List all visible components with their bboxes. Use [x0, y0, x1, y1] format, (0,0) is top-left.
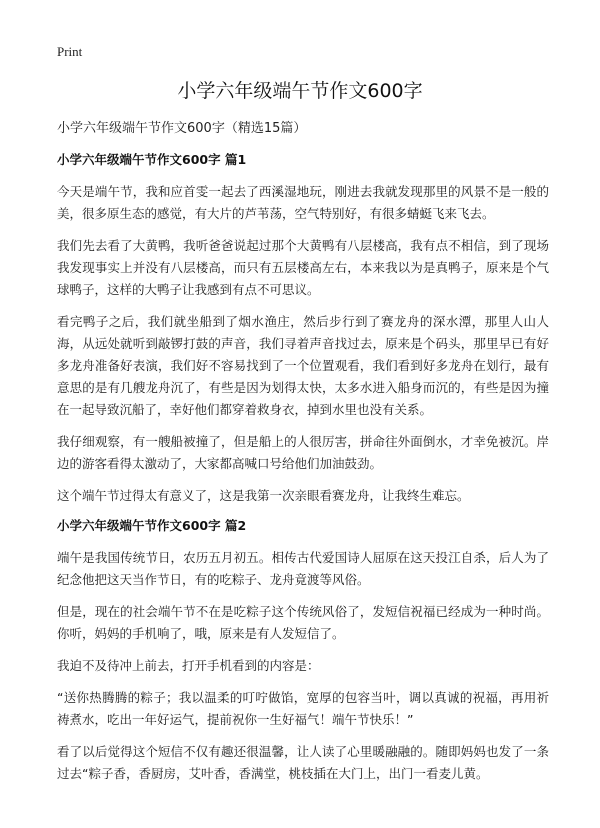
section-1	[57, 151, 549, 507]
paragraph: 我迫不及待冲上前去，打开手机看到的内容是：	[57, 658, 320, 673]
section-heading: 小学六年级端午节作文600字 篇2	[57, 518, 247, 533]
document-title: 小学六年级端午节作文600字	[177, 80, 423, 102]
paragraph: 但是，现在的社会端午节不在是吃粽子这个传统风俗了，发短信祝福已经成为一种时尚。你听，妈妈的手机响了，哦，原来是有人发短信了。	[57, 604, 549, 641]
paragraph: “送你热腾腾的粽子；我以温柔的叮咛做馅，宽厚的包容当叶，调以真诚的祝福，再用祈祷煮水，吃出一年好运气，提前祝你一生好福气！端午节快乐！”	[57, 690, 549, 727]
paragraph: 今天是端午节，我和应首雯一起去了西溪湿地玩，刚进去我就发现那里的风景不是一般的美，很多原生态的感觉，有大片的芦苇荡，空气特别好，有很多蜻蜓飞来飞去。	[57, 184, 549, 221]
paragraph: 这个端午节过得太有意义了，这是我第一次亲眼看赛龙舟，让我终生难忘。	[57, 488, 470, 503]
section-2	[57, 517, 549, 785]
paragraph: 端午是我国传统节日，农历五月初五。相传古代爱国诗人屈原在这天投江自杀，后人为了纪念他把这天当作节日，有的吃粽子、龙舟竟渡等风俗。	[57, 550, 549, 587]
paragraph: 看完鸭子之后，我们就坐船到了烟水渔庄，然后步行到了赛龙舟的深水潭，那里人山人海，从远处就听到敲锣打鼓的声音，我们寻着声音找过去，原来是个码头，那里早已有好多龙舟准备好表演，我们好不容易找到了一个位置观看，我们看到好多龙舟在划行，最有意思的是有几艘龙舟沉了，有些是因为划得太快，太多水进入船身而沉的，有些是因为撞在一起导致沉船了，幸好他们都穿着救身衣，掉到水里也没有关系。	[57, 314, 549, 417]
section-heading: 小学六年级端午节作文600字 篇1	[57, 152, 247, 167]
print-label[interactable]: Print	[57, 44, 83, 59]
paragraph: 看了以后觉得这个短信不仅有趣还很温馨，让人读了心里暖融融的。随即妈妈也发了一条过去“粽子香，香厨房，艾叶香，香满堂，桃枝插在大门上，出门一看麦儿黄。	[57, 744, 549, 781]
paragraph: 我仔细观察，有一艘船被撞了，但是船上的人很厉害，拼命往外面倒水，才幸免被沉。岸边的游客看得太激动了，大家都高喊口号给他们加油鼓劲。	[57, 434, 549, 471]
paragraph: 我们先去看了大黄鸭，我听爸爸说起过那个大黄鸭有八层楼高，我有点不相信，到了现场我发现事实上并没有八层楼高，而只有五层楼高左右，本来我以为是真鸭子，原来是个气球鸭子，这样的大鸭子让我感到有点不可思议。	[57, 238, 549, 297]
article-body	[57, 151, 549, 795]
document-subtitle: 小学六年级端午节作文600字（精选15篇）	[57, 121, 307, 136]
